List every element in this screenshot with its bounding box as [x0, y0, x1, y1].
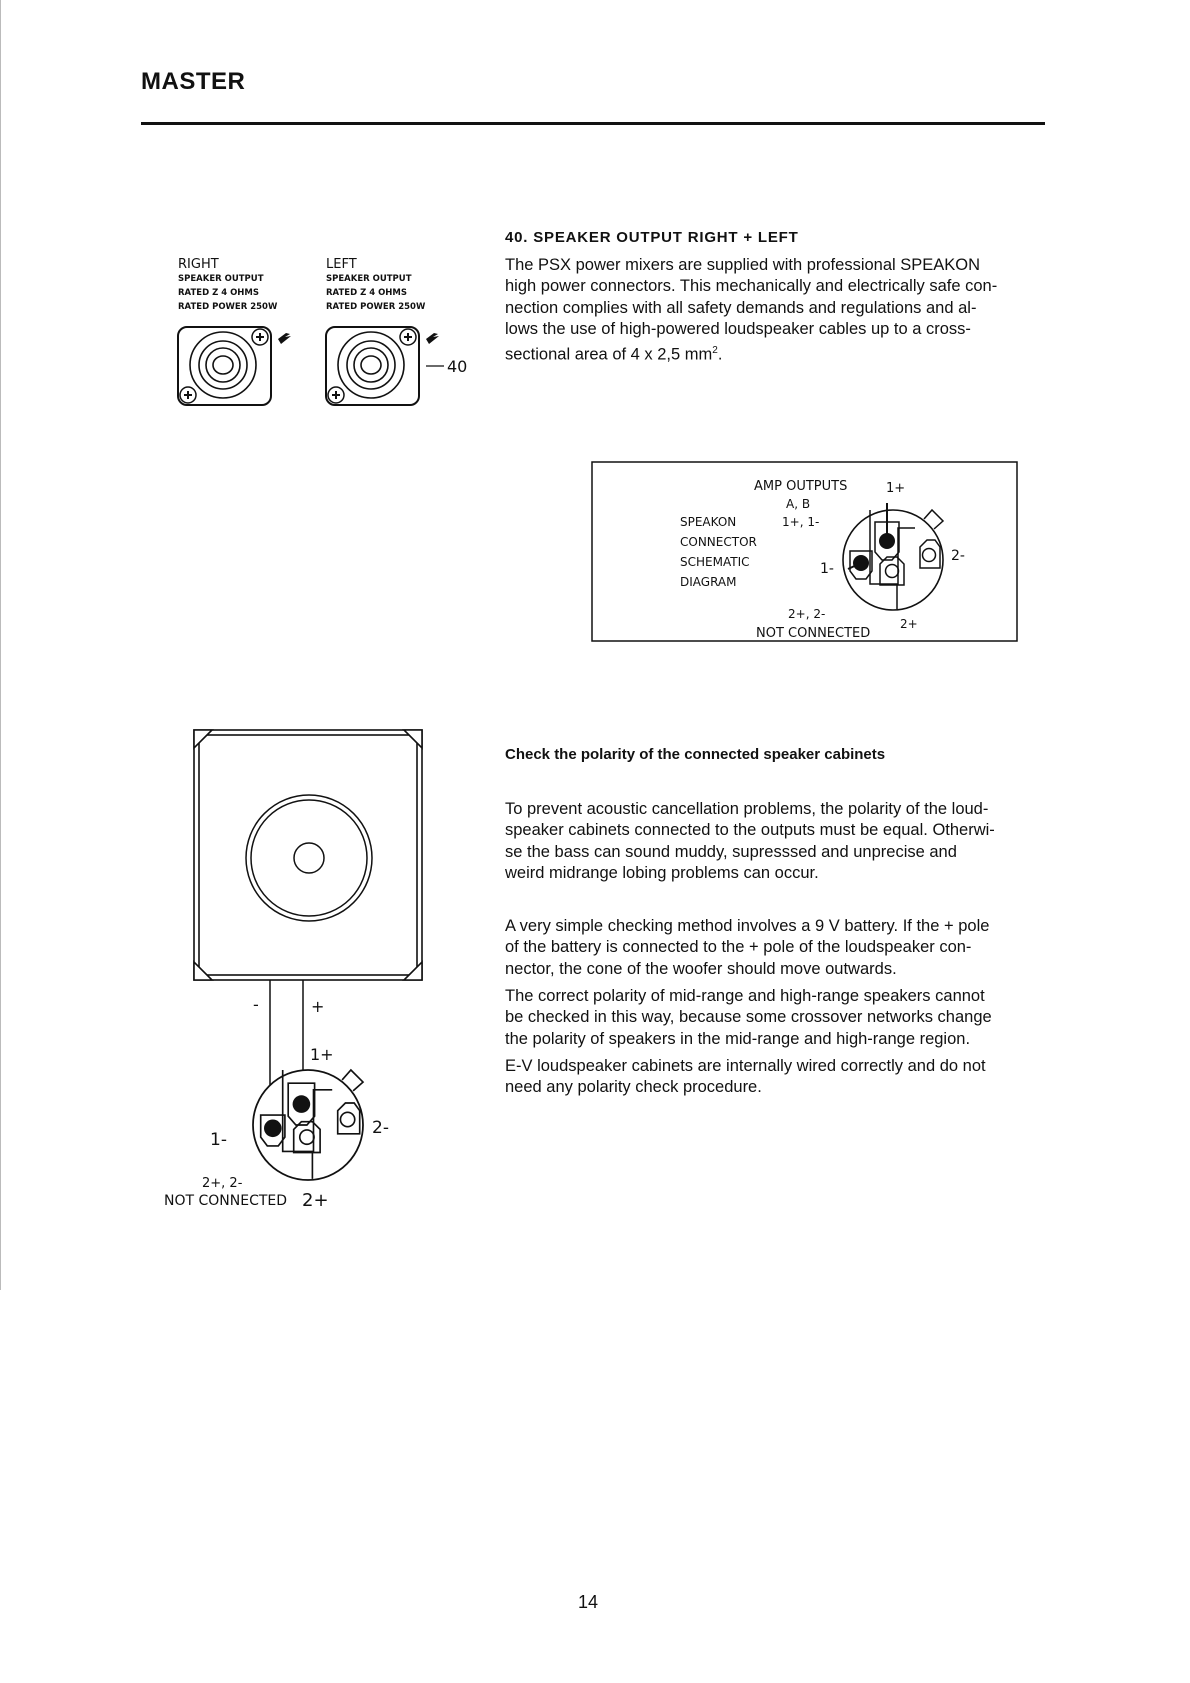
right-speakon-jack: [178, 327, 271, 405]
speaker-cabinet-diagram: [150, 720, 470, 1210]
body-line: lows the use of high-powered loudspeaker cables up to a cross-: [505, 319, 971, 338]
pin-2minus-label: 2-: [372, 1118, 389, 1138]
polarity-heading: Check the polarity of the connected speaker cabinets: [505, 746, 886, 763]
page-title: MASTER: [141, 68, 246, 95]
amp-ab-label: A, B: [786, 497, 811, 511]
pin-2minus-label: 2-: [951, 548, 965, 564]
body-line: sectional area of 4 x 2,5 $mm^2$.: [505, 345, 723, 364]
speakon-schematic-diagram: [590, 460, 1020, 644]
body-line: nection complies with all safety demands and regulations and al-: [505, 298, 977, 317]
not-connected-label: NOT CONNECTED: [164, 1193, 288, 1209]
not-connected-label: NOT CONNECTED: [756, 626, 871, 641]
speaker-cabinet: [194, 730, 422, 980]
section-40-heading: 40. SPEAKER OUTPUT RIGHT + LEFT: [505, 229, 799, 246]
pins-used-label: 1+, 1-: [782, 515, 820, 529]
polarity-paragraph-3: The correct polarity of mid-range and high-range speakers cannot be checked in this way, because some crossover networks change the polarity of speakers in the mid-range and high-range region.: [505, 987, 992, 1048]
pin-1plus-label: 1+: [310, 1045, 334, 1064]
pin-1minus-label: 1-: [820, 561, 834, 577]
speakon-panel-jacks: [170, 325, 490, 410]
callout-number: 40: [447, 357, 468, 376]
woofer-icon: [246, 795, 372, 921]
page-edge: [0, 0, 1, 1290]
diagram-label: DIAGRAM: [680, 575, 737, 589]
section-40-body: [505, 255, 1045, 366]
right-output-label: RIGHT SPEAKER OUTPUT RATED Z 4 OHMS RATED POWER 250W: [178, 257, 278, 312]
body-line: The PSX power mixers are supplied with professional SPEAKON: [505, 256, 981, 274]
pin-1plus-label: 1+: [886, 481, 906, 496]
not-pins-label: 2+, 2-: [202, 1176, 243, 1191]
page-number: 14: [578, 1592, 599, 1612]
amp-outputs-label: AMP OUTPUTS: [754, 479, 848, 494]
pin-2plus-label: 2+: [900, 617, 918, 631]
connector-label: CONNECTOR: [680, 535, 757, 549]
body-line: high power connectors. This mechanically and electrically safe con-: [505, 277, 998, 296]
header-rule: [141, 122, 1045, 125]
lock-icon: [278, 333, 291, 344]
lock-icon: [426, 333, 439, 344]
not-pins-label: 2+, 2-: [788, 607, 826, 621]
pin-1minus-label: 1-: [210, 1130, 227, 1150]
polarity-paragraph-2: A very simple checking method involves a 9 V battery. If the + pole of the battery is connected to the + pole of the loudspeaker con- nector, the cone of the woofer should move outwards.: [505, 917, 990, 978]
speakon-plug-icon: [843, 510, 943, 610]
minus-label: -: [253, 995, 259, 1014]
pin-2plus-label: 2+: [302, 1190, 329, 1210]
left-speakon-jack: [326, 327, 419, 405]
polarity-paragraph-4: E-V loudspeaker cabinets are internally wired correctly and do not need any polarity check procedure.: [505, 1057, 986, 1097]
plus-label: +: [311, 997, 325, 1016]
speakon-label: SPEAKON: [680, 515, 737, 529]
polarity-paragraph-1: To prevent acoustic cancellation problems, the polarity of the loud- speaker cabinets connected to the outputs must be equal. Otherwi- se the bass can sound muddy, supresssed and unprecise and weird midrange lobing problems can occur.: [505, 800, 995, 882]
schematic-label: SCHEMATIC: [680, 555, 750, 569]
left-output-label: LEFT SPEAKER OUTPUT RATED Z 4 OHMS RATED POWER 250W: [326, 257, 426, 312]
